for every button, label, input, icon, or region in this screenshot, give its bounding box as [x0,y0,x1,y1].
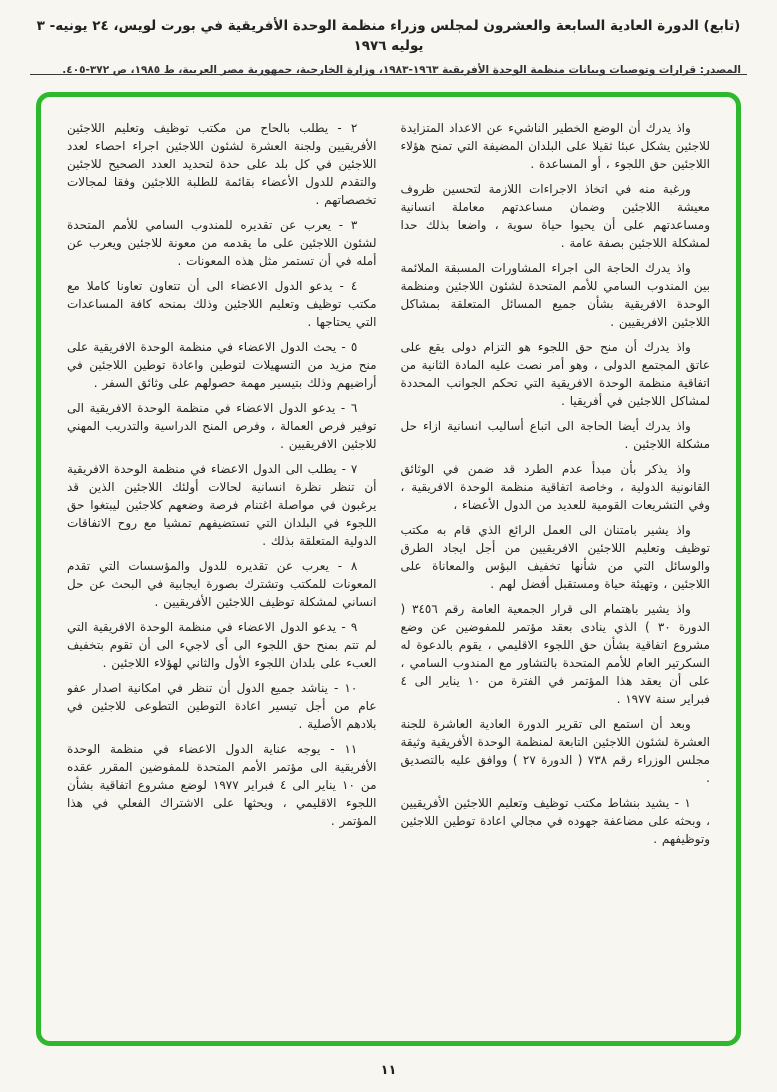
paragraph: ٤ - يدعو الدول الاعضاء الى أن تتعاون تعاونا كاملا مع مكتب توظيف وتعليم اللاجئين وذلك بمنحه كافة المساعدات التي يحتاجها . [67,279,377,329]
paragraph: واذ يدرك الحاجة الى اجراء المشاورات المسبقة الملائمة بين المندوب السامي للأمم المتحدة لشئون اللاجئين ومنظمة الوحدة الافريقية بشأن جميع المسائل المتعلقة بمشاكل اللاجئين الافريقيين . [400,261,710,329]
content-frame [36,92,741,1046]
paragraph: ٧ - يطلب الى الدول الاعضاء في منظمة الوحدة الافريقية أن تنظر نظرة انسانية لحالات أولئك اللاجئين الذين قد يرغبون في مواصلة اغتنام فرصة وضعهم كلاجئين ليبتغوا حق اللجوء في البلدان التي تستضيفهم تمشيا مع روح الاتفاقات الدولية المتعلقة بذلك . [67,462,377,548]
paragraph: ١٠ - يناشد جميع الدول أن تنظر في امكانية اصدار عفو عام من أجل تيسير اعادة التوطين التطوعى للاجئين في بلادهم الأصلية . [67,681,377,731]
paragraph: واذ يدرك أن الوضع الخطير الناشيء عن الاعداد المتزايدة للاجئين يشكل عبئا ثقيلا على البلدان المضيفة التي تمنح هؤلاء اللاجئين حق اللجوء ، أو المساعدة . [400,121,710,171]
column-left [67,119,377,1023]
paragraph: ٥ - يحث الدول الاعضاء في منظمة الوحدة الافريقية على منح مزيد من التسهيلات لتوطين واعادة توطين اللاجئين في أراضيهم وذلك بتيسير مهمة حصولهم على وثائق السفر . [67,340,377,390]
paragraph: ٢ - يطلب بالحاح من مكتب توظيف وتعليم اللاجئين الأفريقيين ولجنة العشرة لشئون اللاجئين اجراء احصاء لعدد اللاجئين في كل بلد على حدة لتحديد العدد الصحيح للاجئين والتقدم للدول الأعضاء بقائمة للطلبة اللاجئين وفقا لمجالات تخصصاتهم . [67,121,377,207]
paragraph: واذ يذكر بأن مبدأ عدم الطرد قد ضمن في الوثائق القانونية الدولية ، وخاصة اتفاقية منظمة الوحدة الافريقية ، وفي التشريعات القومية للعديد من الدول الأعضاء ، [400,462,710,512]
source-line: المصدر: قرارات وتوصيات وبيانات منظمة الوحدة الأفريقية ١٩٦٣-١٩٨٣، وزارة الخارجية، جمهورية مصر العربية، ط ١٩٨٥، ص ٣٧٢-٤٠٥. [62,63,741,76]
paragraph: ٦ - يدعو الدول الاعضاء في منظمة الوحدة الافريقية الى توفير فرص العمالة ، وفرص المنح الدراسية والتدريب المهني للاجئين الافريقيين . [67,401,377,451]
paragraph: ٨ - يعرب عن تقديره للدول والمؤسسات التي تقدم المعونات للمكتب وتشترك بصورة ايجابية في البحث عن حل انساني لمشكلة توظيف اللاجئين الأفريقيين . [67,559,377,609]
column-right [401,119,711,1023]
header-divider [30,74,747,75]
two-column-text [67,119,710,1023]
paragraph: ٣ - يعرب عن تقديره للمندوب السامي للأمم المتحدة لشئون اللاجئين على ما يقدمه من معونة للاجئين ويعرب عن أمله في أن تستمر مثل هذه المعونات . [67,218,377,268]
paragraph: ٩ - يدعو الدول الاعضاء في منظمة الوحدة الافريقية التي لم تتم بمنح حق اللجوء الى أى لاجيء الى أن تقوم بتخفيف العبء على بلدان اللجوء الأول والثاني لهؤلاء اللاجئين . [67,620,377,670]
paragraph: ١١ - يوجه عناية الدول الاعضاء في منظمة الوحدة الأفريقية الى مؤتمر الأمم المتحدة للمفوضين المقرر عقده من ١٠ يناير الى ٤ فبراير ١٩٧٧ لوضع مشروع اتفاقية بشأن اللجوء الاقليمي ، ويحثها على الاشتراك الفعلي في هذا المؤتمر . [67,742,377,828]
paragraph: ١ - يشيد بنشاط مكتب توظيف وتعليم اللاجئين الأفريقيين ، وبحثه على مضاعفة جهوده في مجالي اعادة توطين اللاجئين وتوظيفهم . [400,796,710,846]
document-title: (تابع) الدورة العادية السابعة والعشرون لمجلس وزراء منظمة الوحدة الأفريقية في بورت لويس، ٢٤ يونيه- ٣ يوليه ١٩٧٦ [36,18,741,55]
document-header [30,16,747,76]
paragraph: واذ يشير باهتمام الى قرار الجمعية العامة رقم ٣٤٥٦ ( الدورة ٣٠ ) الذي ينادى بعقد مؤتمر للمفوضين عن وضع مشروع اتفاقية بشأن حق اللجوء الاقليمي ، يقوم بالدعوة له السكرتير العام للأمم المتحدة بالتشاور مع المندوب السامي ، على أن يعقد هذا المؤتمر في الفترة من ١٠ يناير الى ٤ فبراير سنة ١٩٧٧ . [400,602,710,706]
paragraph: واذ يدرك أن منح حق اللجوء هو التزام دولى يقع على عاتق المجتمع الدولى ، وهو أمر نصت عليه المادة الثانية من اتفاقية منظمة الوحدة الافريقية التي تحكم الجوانب المحددة لمشاكل اللاجئين في أفريقيا . [400,340,710,408]
paragraph: واذ يشير بامتنان الى العمل الرائع الذي قام به مكتب توظيف وتعليم اللاجئين الافريقيين من أجل ايجاد الطرق والوسائل التي من شأنها تخفيف البؤس والمعاناة على اللاجئين ، وتهيئة حياة ومستقبل أفضل لهم . [400,523,710,591]
paragraph: وبعد أن استمع الى تقرير الدورة العادية العاشرة للجنة العشرة لشئون اللاجئين التابعة لمنظمة الوحدة الأفريقية وثيقة مجلس الوزراء رقم ٧٣٨ ( الدورة ٢٧ ) ووافق عليه بالتصديق . [400,717,710,785]
page-number: ١١ [380,1063,397,1078]
paragraph: واذ يدرك أيضا الحاجة الى اتباع أساليب انسانية ازاء حل مشكلة اللاجئين . [400,419,710,451]
paragraph: ورغبة منه في اتخاذ الاجراءات اللازمة لتحسين ظروف معيشة اللاجئين وضمان مساعدتهم معاملة انسانية ومساعدتهم على أن يحيوا حياة سوية ، واضعا بذلك حدا لمشكلة اللاجئين بصفة عامة . [400,182,710,250]
